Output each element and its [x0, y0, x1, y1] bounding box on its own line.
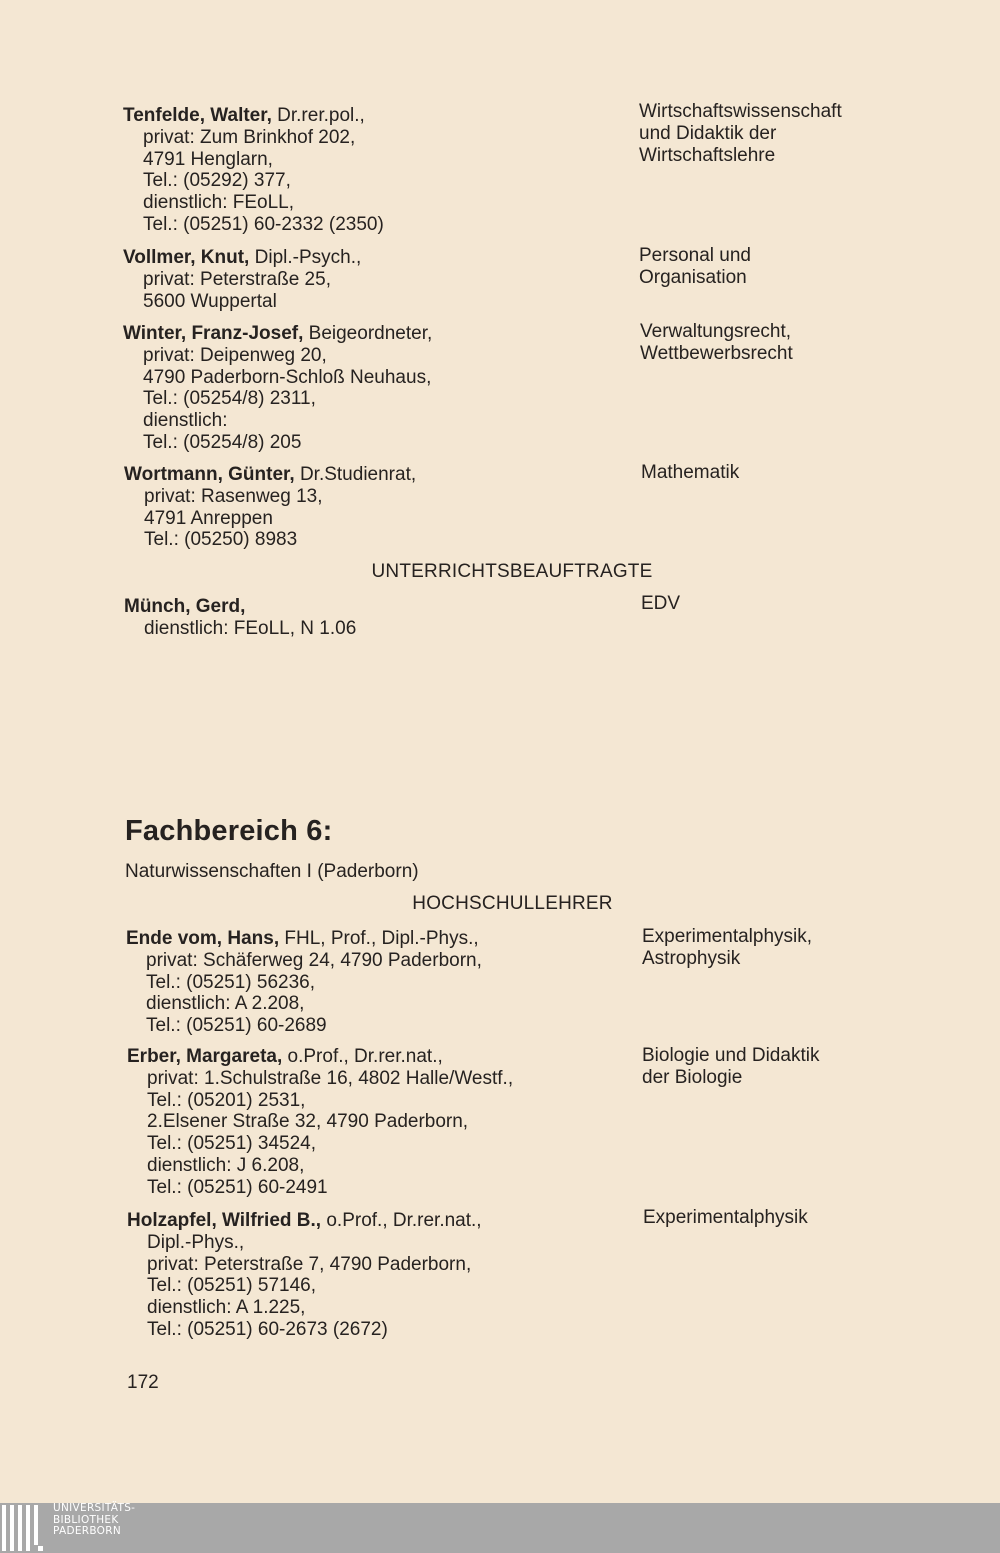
subject-block: [642, 1045, 942, 1089]
person-detail: privat: Peterstraße 7, 4790 Paderborn,: [147, 1253, 472, 1275]
person-detail: 4791 Henglarn,: [143, 148, 273, 170]
subject-block: [642, 926, 942, 970]
person-detail: privat: Deipenweg 20,: [143, 344, 327, 366]
subject-line: und Didaktik der: [639, 123, 777, 144]
subject-block: [639, 101, 939, 167]
person-detail: Tel.: (05251) 60-2673 (2672): [147, 1318, 388, 1340]
logo-line: PADERBORN: [53, 1525, 121, 1537]
subject-line: Experimentalphysik: [643, 1207, 808, 1228]
person-detail: privat: Peterstraße 25,: [143, 268, 331, 290]
person-block: [123, 323, 623, 454]
person-title: Dr.rer.pol.,: [271, 105, 365, 126]
person-title: Dipl.-Psych.,: [249, 247, 362, 268]
person-name: Tenfelde, Walter,: [123, 105, 272, 126]
person-detail: Tel.: (05251) 60-2689: [146, 1015, 327, 1037]
person-detail: Tel.: (05292) 377,: [143, 170, 291, 192]
person-detail: dienstlich: FEoLL, N 1.06: [144, 617, 357, 639]
person-detail: dienstlich: J 6.208,: [147, 1154, 305, 1176]
subject-line: EDV: [641, 593, 681, 614]
person-detail: 4790 Paderborn-Schloß Neuhaus,: [143, 366, 432, 388]
person-detail: dienstlich: A 2.208,: [146, 993, 305, 1015]
subject-line: Verwaltungsrecht,: [640, 321, 792, 342]
person-name: Vollmer, Knut,: [123, 247, 250, 268]
subject-line: Experimentalphysik,: [642, 926, 813, 947]
person-detail: privat: Schäferweg 24, 4790 Paderborn,: [146, 949, 482, 971]
person-detail: privat: Zum Brinkhof 202,: [143, 126, 356, 148]
person-detail: 5600 Wuppertal: [143, 290, 277, 312]
subject-line: Organisation: [639, 267, 747, 288]
person-title: o.Prof., Dr.rer.nat.,: [282, 1046, 443, 1067]
person-detail: Tel.: (05201) 2531,: [147, 1089, 306, 1111]
person-detail: Tel.: (05251) 60-2491: [147, 1176, 328, 1198]
department-title: Fachbereich 6:: [125, 815, 333, 847]
subject-block: [643, 1207, 943, 1229]
library-footer-bar: [0, 1503, 1000, 1553]
person-block: [127, 1210, 627, 1341]
subject-block: [641, 462, 941, 484]
person-detail: Tel.: (05250) 8983: [144, 529, 298, 551]
person-block: [126, 928, 626, 1037]
logo-line: UNIVERSITÄTS-: [53, 1502, 136, 1514]
person-detail: Tel.: (05254/8) 2311,: [143, 388, 316, 410]
person-detail: 2.Elsener Straße 32, 4790 Paderborn,: [147, 1111, 469, 1133]
subject-line: Biologie und Didaktik: [642, 1045, 820, 1066]
person-block: [124, 464, 624, 551]
subject-line: Personal und: [639, 245, 751, 266]
person-detail: Tel.: (05251) 34524,: [147, 1133, 317, 1155]
subject-line: Wirtschaftslehre: [639, 145, 776, 166]
department-subtitle: Naturwissenschaften I (Paderborn): [125, 861, 419, 882]
person-detail: Tel.: (05251) 56236,: [146, 971, 316, 993]
person-block: [123, 105, 623, 236]
logo-line: BIBLIOTHEK: [53, 1513, 119, 1526]
person-title: Dr.Studienrat,: [294, 464, 417, 485]
person-block: [123, 247, 623, 312]
person-name: Holzapfel, Wilfried B.,: [127, 1210, 322, 1231]
person-detail: dienstlich:: [143, 410, 228, 432]
person-block: [124, 596, 624, 640]
person-detail: dienstlich: A 1.225,: [147, 1297, 306, 1319]
person-detail: Tel.: (05254/8) 205: [143, 431, 302, 453]
subject-line: Wettbewerbsrecht: [640, 343, 793, 364]
person-detail: dienstlich: FEoLL,: [143, 192, 295, 214]
library-logo-text: [53, 1503, 135, 1538]
person-detail: privat: Rasenweg 13,: [144, 485, 323, 507]
person-detail: Dipl.-Phys.,: [147, 1231, 245, 1253]
subject-block: [640, 321, 940, 365]
subject-line: Wirtschaftswissenschaft: [639, 101, 842, 122]
person-name: Münch, Gerd,: [124, 596, 246, 617]
subject-block: [641, 593, 941, 615]
page-number: 172: [127, 1372, 159, 1393]
section-heading: UNTERRICHTSBEAUFTRAGTE: [371, 561, 653, 582]
person-name: Erber, Margareta,: [127, 1046, 283, 1067]
section-heading: HOCHSCHULLEHRER: [412, 893, 613, 914]
person-block: [127, 1046, 627, 1199]
person-detail: privat: 1.Schulstraße 16, 4802 Halle/Westf.,: [147, 1067, 514, 1089]
subject-line: Astrophysik: [642, 948, 741, 969]
library-logo-icon: [2, 1505, 46, 1551]
subject-line: der Biologie: [642, 1067, 743, 1088]
person-name: Wortmann, Günter,: [124, 464, 295, 485]
person-name: Winter, Franz-Josef,: [123, 323, 304, 344]
person-title: Beigeordneter,: [303, 323, 433, 344]
person-detail: 4791 Anreppen: [144, 507, 273, 529]
person-detail: Tel.: (05251) 60-2332 (2350): [143, 213, 384, 235]
person-name: Ende vom, Hans,: [126, 928, 280, 949]
person-detail: Tel.: (05251) 57146,: [147, 1275, 317, 1297]
person-title: o.Prof., Dr.rer.nat.,: [321, 1210, 482, 1231]
person-title: FHL, Prof., Dipl.-Phys.,: [279, 928, 479, 949]
subject-block: [639, 245, 939, 289]
subject-line: Mathematik: [641, 462, 740, 483]
